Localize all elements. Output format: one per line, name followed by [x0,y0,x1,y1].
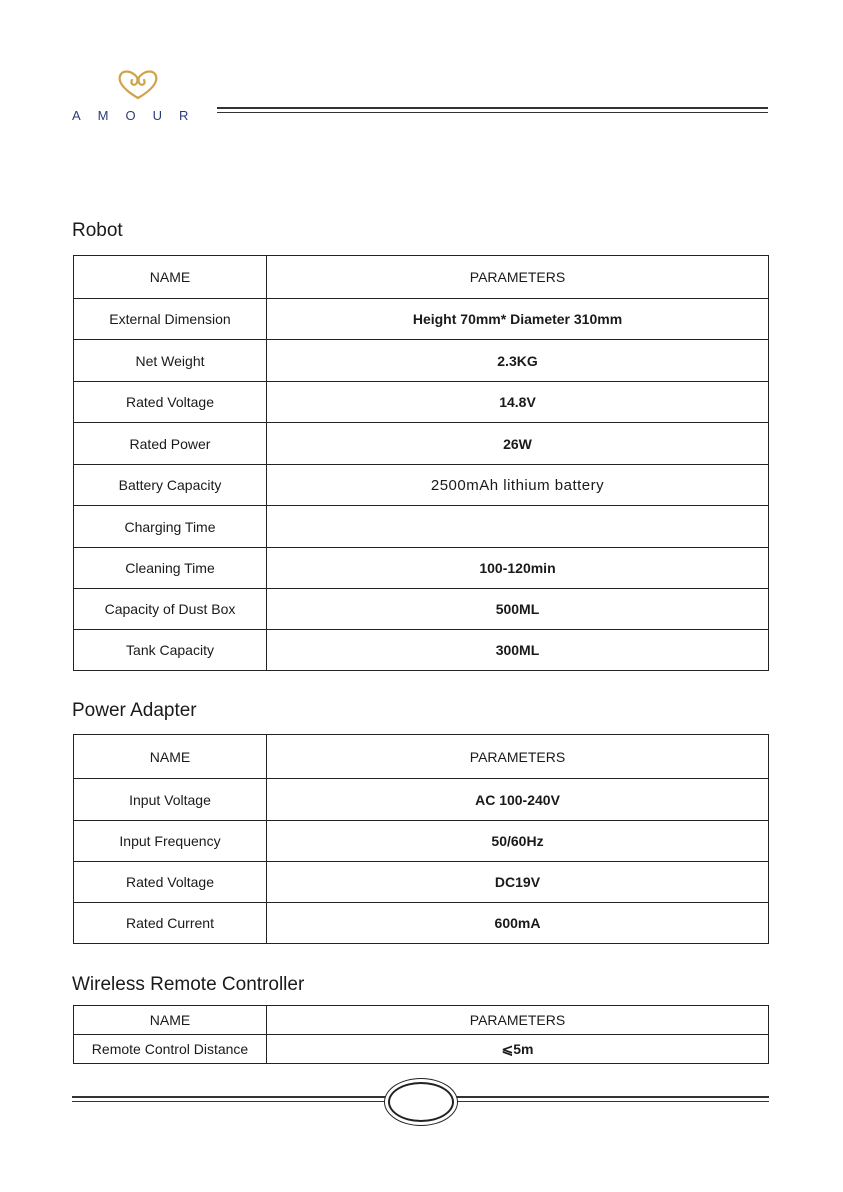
row-value [267,506,769,548]
row-value: 300ML [267,630,769,671]
row-name: Cleaning Time [74,548,267,589]
column-header-name: NAME [74,256,267,299]
header-rule [217,107,768,114]
brand-logo [72,68,212,128]
row-name: Capacity of Dust Box [74,589,267,630]
table-header-row [74,256,769,299]
row-name: Rated Voltage [74,862,267,903]
table-row [74,862,769,903]
remote-spec-table [73,1005,769,1064]
row-value: 100-120min [267,548,769,589]
row-value: 2.3KG [267,340,769,382]
brand-name: AMOUR [72,108,206,123]
row-value: Height 70mm* Diameter 310mm [267,299,769,340]
row-name: External Dimension [74,299,267,340]
row-name: Net Weight [74,340,267,382]
table-header-row [74,1006,769,1035]
table-row [74,630,769,671]
table-row [74,340,769,382]
row-name: Rated Voltage [74,382,267,423]
table-row [74,423,769,465]
row-name: Input Voltage [74,779,267,821]
table-row [74,465,769,506]
column-header-name: NAME [74,735,267,779]
table-row [74,506,769,548]
column-header-parameters: PARAMETERS [267,735,769,779]
table-row [74,382,769,423]
row-value: 600mA [267,903,769,944]
row-name: Input Frequency [74,821,267,862]
table-row [74,903,769,944]
row-name: Remote Control Distance [74,1035,267,1064]
row-value: DC19V [267,862,769,903]
row-value: ⩽5m [267,1035,769,1064]
row-name: Charging Time [74,506,267,548]
row-value: 14.8V [267,382,769,423]
table-row [74,779,769,821]
row-name: Tank Capacity [74,630,267,671]
section-title-wireless-remote: Wireless Remote Controller [72,974,305,995]
robot-spec-table [73,255,769,671]
table-row [74,589,769,630]
row-value: 26W [267,423,769,465]
section-title-robot: Robot [72,220,123,241]
heart-logo-icon [114,68,162,102]
row-name: Rated Power [74,423,267,465]
column-header-parameters: PARAMETERS [267,256,769,299]
row-value: 2500mAh lithium battery [267,465,769,506]
column-header-parameters: PARAMETERS [267,1006,769,1035]
column-header-name: NAME [74,1006,267,1035]
row-name: Rated Current [74,903,267,944]
footer-decoration [72,1082,769,1120]
page-number-oval [388,1082,454,1122]
table-row [74,821,769,862]
row-name: Battery Capacity [74,465,267,506]
table-row [74,548,769,589]
section-title-power-adapter: Power Adapter [72,700,197,721]
row-value: AC 100-240V [267,779,769,821]
row-value: 50/60Hz [267,821,769,862]
table-header-row [74,735,769,779]
table-row [74,299,769,340]
adapter-spec-table [73,734,769,944]
table-row [74,1035,769,1064]
row-value: 500ML [267,589,769,630]
